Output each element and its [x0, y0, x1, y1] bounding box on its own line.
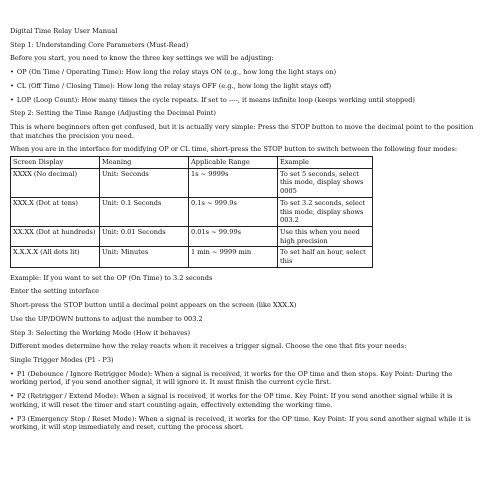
table-cell: 0.01s ~ 99.99s	[189, 226, 278, 246]
table-cell: To set 3.2 seconds, select this mode, display shows 003.2	[278, 197, 373, 226]
table-cell: 1s ~ 9999s	[189, 168, 278, 197]
step1-intro: Before you start, you need to know the three key settings we will be adjusting:	[10, 54, 274, 63]
enter-line: Enter the setting interface	[10, 287, 100, 296]
step2-paragraph-2: When you are in the interface for modifying OP or CL time, short-press the STOP button to switch between the following four modes:	[10, 145, 458, 154]
table-row	[11, 197, 373, 226]
short-press-line: Short-press the STOP button until a decimal point appears on the screen (like XXX.X)	[10, 301, 297, 310]
table-row	[11, 247, 373, 267]
step3-paragraph-1: Different modes determine how the relay reacts when it receives a trigger signal. Choose the one that fits your needs:	[10, 342, 407, 351]
mode-p1: • P1 (Debounce / Ignore Retrigger Mode): When a signal is received, it works for the OP time and then stops. Key Point: During the working period, if you send another signal, it will ignore it. It must finish the current cycle first.	[10, 370, 480, 387]
table-cell: To set 5 seconds, select this mode, display shows 0005	[278, 168, 373, 197]
table-cell: 0.1s ~ 999.9s	[189, 197, 278, 226]
table-cell: Use this when you need high precision	[278, 226, 373, 246]
table-cell: Unit: 0.1 Seconds	[100, 197, 189, 226]
table-header-row	[11, 157, 373, 169]
table-row	[11, 168, 373, 197]
updown-line: Use the UP/DOWN buttons to adjust the number to 003.2	[10, 314, 203, 323]
param-cl: • CL (Off Time / Closing Time): How long the relay stays OFF (e.g., how long the light stays off)	[10, 82, 480, 91]
param-lop: • LOP (Loop Count): How many times the cycle repeats. If set to ----, it means infinite loop (keeps working until stopped)	[10, 96, 480, 105]
table-cell: Unit: 0.01 Seconds	[100, 226, 189, 246]
table-header-cell: Example	[278, 157, 373, 169]
table-cell: 1 min ~ 9999 min	[189, 247, 278, 267]
table-cell: Unit: Minutes	[100, 247, 189, 267]
single-trigger-heading: Single Trigger Modes (P1 - P3)	[10, 355, 114, 364]
step3-heading: Step 3: Selecting the Working Mode (How it behaves)	[10, 328, 191, 337]
table-row	[11, 226, 373, 246]
table-cell: Unit: Seconds	[100, 168, 189, 197]
table-cell: To set half an hour, select this	[278, 247, 373, 267]
step2-paragraph-1: This is where beginners often get confused, but it is actually very simple: Press the STOP button to move the decimal point to the position that matches the precision you need.	[10, 122, 474, 140]
manual-page	[10, 27, 480, 437]
table-cell: XXXX (No decimal)	[11, 168, 100, 197]
time-range-table	[10, 156, 373, 268]
table-cell: XX.XX (Dot at hundreds)	[11, 226, 100, 246]
step2-heading: Step 2: Setting the Time Range (Adjusting the Decimal Point)	[10, 109, 216, 118]
doc-title: Digital Time Relay User Manual	[10, 27, 118, 35]
table-cell: XXX.X (Dot at tens)	[11, 197, 100, 226]
step1-heading: Step 1: Understanding Core Parameters (Must-Read)	[10, 40, 189, 49]
param-op: • OP (On Time / Operating Time): How long the relay stays ON (e.g., how long the light stays on)	[10, 68, 480, 77]
table-header-cell: Screen Display	[11, 157, 100, 169]
mode-p2: • P2 (Retrigger / Extend Mode): When a signal is received, it works for the OP time. Key Point: If you send another signal while it is working, it will reset the timer and start counting again, effectively extending the working time.	[10, 392, 480, 409]
table-cell: X.X.X.X (All dots lit)	[11, 247, 100, 267]
table-header-cell: Applicable Range	[189, 157, 278, 169]
mode-p3: • P3 (Emergency Stop / Reset Mode): When a signal is received, it works for the OP time. Key Point: If you send another signal while it is working, it will stop immediately and reset, cutting the process short.	[10, 415, 480, 432]
table-header-cell: Meaning	[100, 157, 189, 169]
example-line: Example: If you want to set the OP (On Time) to 3.2 seconds	[10, 273, 213, 282]
